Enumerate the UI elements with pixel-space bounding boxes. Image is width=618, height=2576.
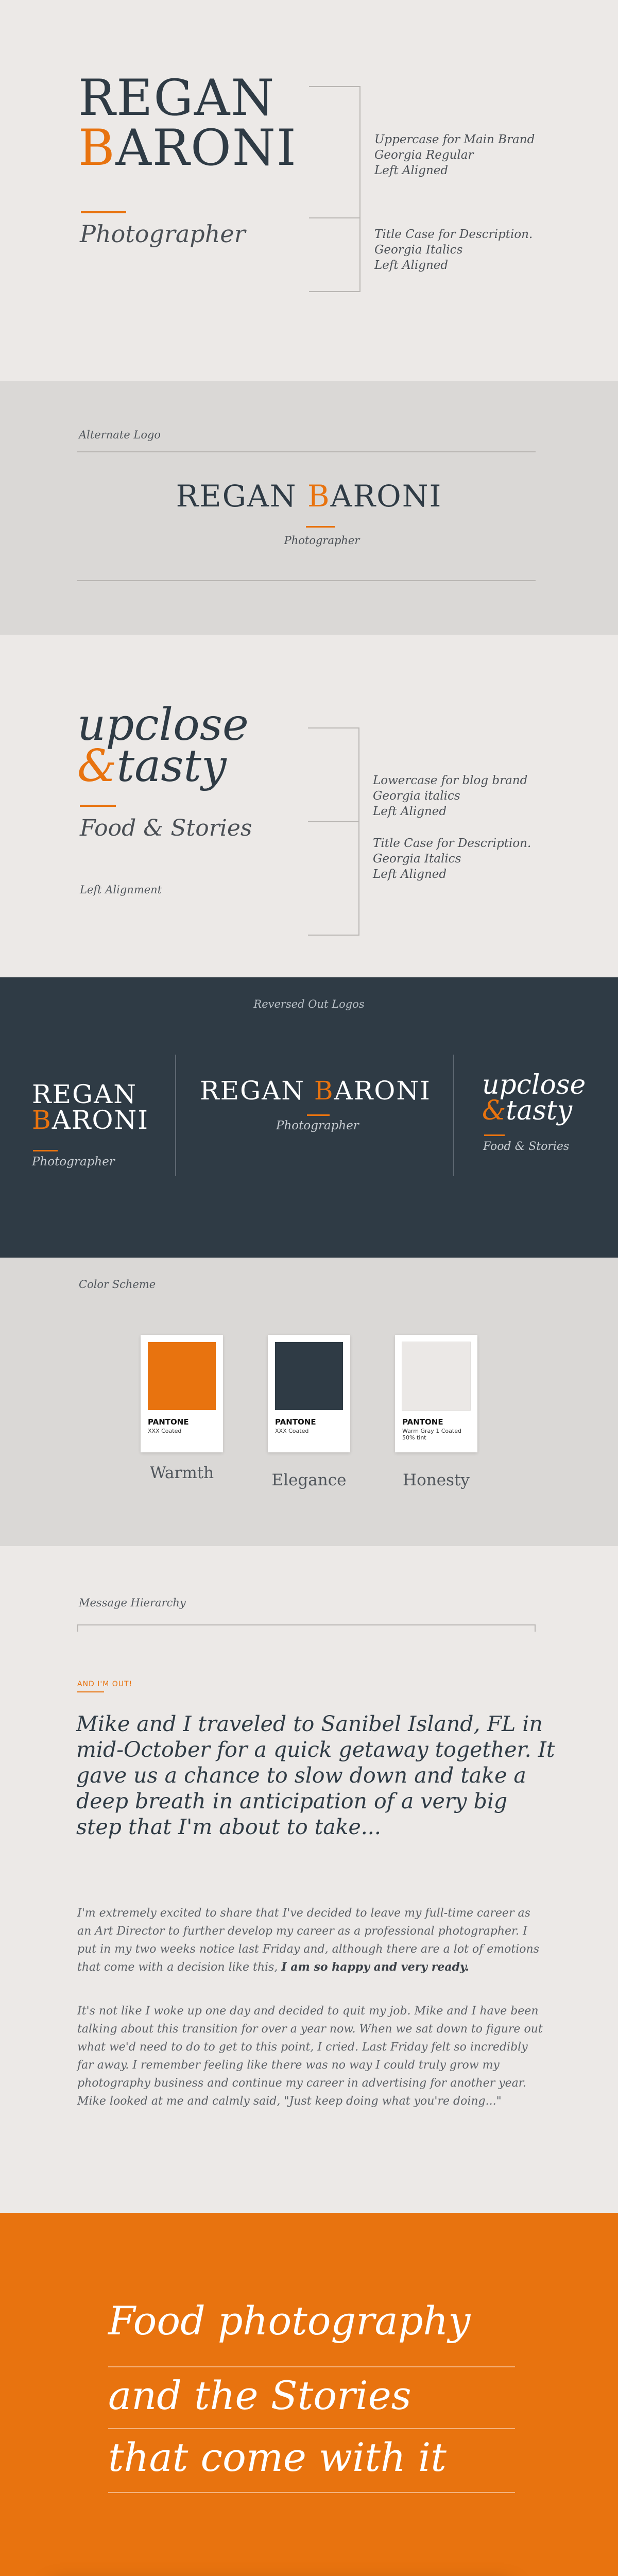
blog-logo-line1: upclose: [77, 699, 249, 751]
blog-logo-wordmark-note: [373, 773, 527, 819]
message-hierarchy-rule: [77, 1624, 536, 1625]
note-line: Left Aligned: [374, 259, 449, 272]
reversed-logo3-ampersand: &: [482, 1095, 506, 1126]
reversed-logo2-part: ARONI: [334, 1076, 431, 1106]
reversed-logos-section: [0, 977, 618, 1258]
swatch-warmth: [141, 1335, 223, 1452]
note-line: Left Aligned: [373, 868, 447, 881]
primary-logo-name-note: [374, 132, 535, 178]
message-kicker: AND I'M OUT!: [77, 1680, 133, 1688]
reversed-logo3-dash: [484, 1134, 505, 1136]
note-line: Title Case for Description.: [373, 837, 531, 850]
reversed-logo2-tagline: Photographer: [276, 1119, 359, 1132]
swatch-spec: XXX Coated: [148, 1428, 182, 1434]
alternate-logo-initial: B: [307, 479, 331, 514]
swatch-chip: [148, 1342, 216, 1410]
note-line: Georgia Italics: [373, 852, 461, 866]
note-line: Georgia Regular: [374, 148, 474, 162]
swatch-honesty: [395, 1335, 477, 1452]
reversed-logo1-tagline: Photographer: [32, 1155, 115, 1168]
magazine-mockup: [0, 2509, 618, 2576]
hero-line-2: and the Stories: [108, 2372, 411, 2418]
blog-logo-ampersand: &: [77, 740, 117, 792]
reversed-logo1-initial: B: [32, 1105, 52, 1135]
message-hierarchy-title: Message Hierarchy: [79, 1597, 186, 1609]
reversed-logo3-tagline: Food & Stories: [483, 1140, 570, 1153]
blog-bracket-bottom: [308, 935, 359, 936]
message-paragraph-1-text: I'm extremely excited to share that I've decided to leave my full-time career as an Art Director to further develop my career as a professional photographer. I put in my two weeks notice last Friday and, although there are a lot of emotions that come with a decision like this,: [77, 1907, 539, 1974]
swatch-spec: XXX Coated: [275, 1428, 309, 1434]
swatch-pantone: PANTONE: [402, 1417, 443, 1427]
reversed-logo3-line2-text: tasty: [506, 1095, 573, 1126]
blog-logo-tagline: Food & Stories: [80, 815, 252, 841]
primary-logo-tagline-note: [374, 227, 533, 273]
reversed-logo2-name: [200, 1075, 431, 1106]
blog-logo-line2: [77, 740, 227, 792]
alternate-logo-tagline: Photographer: [284, 534, 360, 547]
reversed-logo3-line2: [482, 1096, 572, 1126]
message-kicker-rule: [77, 1691, 104, 1692]
alternate-logo-name: [0, 479, 618, 513]
note-line: Left Aligned: [374, 164, 449, 177]
primary-logo-section: [0, 0, 618, 381]
swatch-chip: [275, 1342, 343, 1410]
bracket-mid: [309, 217, 360, 218]
reversed-logo2-initial: B: [314, 1076, 334, 1106]
reversed-logo3-line1: upclose: [482, 1070, 586, 1100]
primary-logo-name-line2: [78, 119, 297, 177]
alternate-logo-section: [0, 381, 618, 635]
message-hierarchy-section: [0, 1546, 618, 2213]
reversed-logo1-dash: [33, 1150, 58, 1151]
note-line: Left Aligned: [373, 805, 447, 818]
swatch-spec: Warm Gray 1 Coated 50% tint: [402, 1428, 461, 1441]
alternate-logo-orange-dash: [306, 526, 335, 528]
reversed-divider-2: [453, 1055, 454, 1176]
reversed-logo1-line2: [32, 1106, 149, 1134]
alternate-logo-title: Alternate Logo: [79, 429, 161, 441]
reversed-logo2-dash: [307, 1114, 330, 1116]
bracket-top: [309, 86, 360, 87]
blog-logo-orange-dash: [80, 805, 116, 807]
primary-logo-tagline: Photographer: [80, 220, 246, 248]
primary-logo-orange-dash: [81, 211, 126, 213]
hero-rule-2: [108, 2428, 515, 2429]
swatch-elegance: [268, 1335, 350, 1452]
alternate-logo-name-part: ARONI: [330, 479, 442, 514]
blog-logo-section: [0, 635, 618, 977]
message-paragraph-1: [77, 1904, 546, 1976]
note-line: Georgia italics: [373, 789, 460, 803]
swatch-label-elegance: Elegance: [271, 1471, 347, 1489]
bracket-bottom: [309, 291, 360, 292]
blog-bracket-vertical: [358, 727, 359, 935]
reversed-logo2-part: REGAN: [200, 1076, 314, 1106]
hero-rule-3: [108, 2492, 515, 2493]
message-hierarchy-rule-tick-right: [535, 1624, 536, 1632]
primary-logo-name-rest: ARONI: [115, 119, 297, 177]
hero-line-3: that come with it: [108, 2434, 447, 2480]
blog-logo-alignment-label: Left Alignment: [80, 884, 162, 896]
swatch-label-honesty: Honesty: [403, 1471, 470, 1489]
blog-logo-line2-text: tasty: [116, 740, 227, 792]
hero-rule-1: [108, 2366, 515, 2367]
message-hierarchy-rule-tick-left: [77, 1624, 78, 1632]
primary-logo-initial: B: [78, 119, 116, 177]
reversed-divider-1: [175, 1055, 176, 1176]
color-scheme-title: Color Scheme: [79, 1278, 156, 1291]
color-scheme-section: [0, 1258, 618, 1546]
swatch-pantone: PANTONE: [148, 1417, 189, 1427]
message-paragraph-2: It's not like I woke up one day and decided to quit my job. Mike and I have been talking about this transition for over a year now. When we sat down to figure out what we'd need to do to get to this point, I cried. Last Friday felt so incredibly far away. I remember feeling like there was no way I could truly grow my photography business and continue my career in advertising for another year. Mike looked at me and calmly said, "Just keep doing what you're doing...": [77, 2005, 543, 2108]
bracket-vertical: [359, 86, 360, 291]
primary-logo-name-line1: REGAN: [78, 69, 276, 127]
reversed-logo1-line1: REGAN: [32, 1079, 137, 1109]
blog-bracket-top: [308, 727, 359, 728]
message-headline: Mike and I traveled to Sanibel Island, FL in mid-October for a quick getaway together. It gave us a chance to slow down and take a deep breath in anticipation of a very big step that I'm about to take...: [76, 1711, 555, 1839]
alternate-logo-rule-bottom: [77, 580, 536, 581]
note-line: Lowercase for blog brand: [373, 774, 528, 787]
message-paragraph-1-bold: I am so happy and very ready.: [281, 1960, 469, 1974]
blog-bracket-mid: [308, 821, 359, 822]
reversed-logo1-rest: ARONI: [52, 1105, 149, 1135]
swatch-pantone: PANTONE: [275, 1417, 316, 1427]
note-line: Georgia Italics: [374, 243, 463, 257]
reversed-logos-title: Reversed Out Logos: [253, 998, 365, 1010]
swatch-chip: [402, 1342, 470, 1410]
note-line: Title Case for Description.: [374, 228, 533, 241]
alternate-logo-name-part: REGAN: [176, 479, 307, 514]
swatch-label-warmth: Warmth: [149, 1464, 214, 1482]
blog-logo-tagline-note: [373, 836, 531, 882]
alternate-logo-rule-top: [77, 451, 536, 452]
note-line: Uppercase for Main Brand: [374, 133, 535, 146]
hero-line-1: Food photography: [108, 2298, 471, 2344]
